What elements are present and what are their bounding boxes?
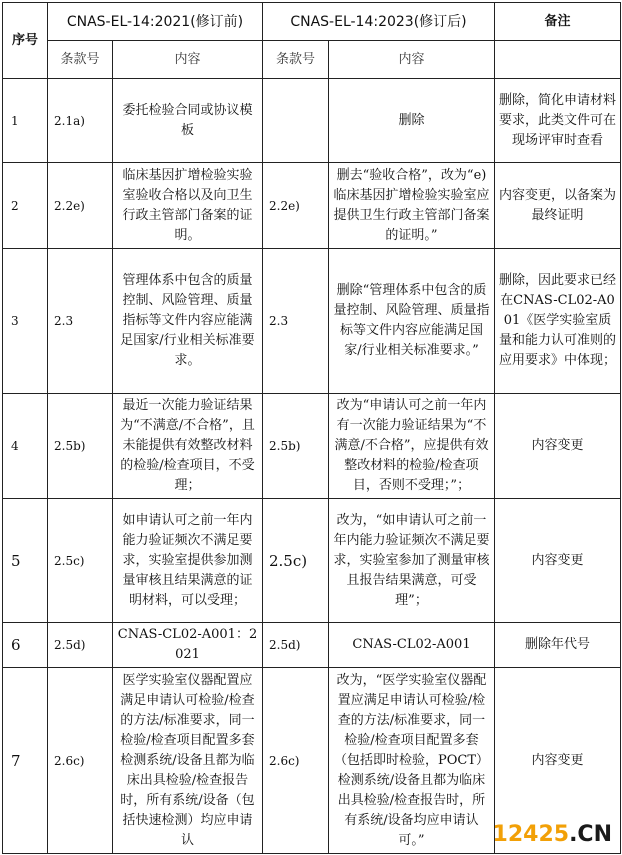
- row-seq: 6: [3, 623, 48, 668]
- remark: 内容变更: [495, 394, 621, 499]
- old-clause: 2.6c): [48, 668, 113, 854]
- remark-header: 备注: [495, 3, 621, 41]
- new-content: 删除: [329, 79, 495, 163]
- new-clause: [263, 79, 329, 163]
- subheader-row: [3, 41, 621, 79]
- old-content: 最近一次能力验证结果为“不满意/不合格”，且未能提供有效整改材料的检验/检查项目，不受理；: [113, 394, 263, 499]
- new-clause: 2.5c): [263, 499, 329, 623]
- old-content-label: 内容: [113, 41, 263, 79]
- remark: 内容变更，以备案为最终证明: [495, 163, 621, 249]
- table-row: [3, 163, 621, 249]
- new-content: 改为，“医学实验室仪器配置应满足申请认可检验/检查的方法/标准要求，同一检验/检查项目配置多套（包括即时检验，POCT）检测系统/设备且都为临床出具检验/检查报告时，所有系统/设备均应申请认可。”: [329, 668, 495, 854]
- remark-subheader-empty: [495, 41, 621, 79]
- new-clause: 2.3: [263, 249, 329, 394]
- table-row: [3, 499, 621, 623]
- old-content: 医学实验室仪器配置应满足申请认可检验/检查的方法/标准要求，同一检验/检查项目配置多套检测系统/设备且都为临床出具检验/检查报告时，所有系统/设备（包括快速检测）均应申请认: [113, 668, 263, 854]
- revision-comparison-table: [2, 2, 621, 854]
- watermark-domain: .CN: [569, 822, 612, 847]
- old-clause: 2.5b): [48, 394, 113, 499]
- remark: 内容变更: [495, 668, 621, 854]
- remark: 删除年代号: [495, 623, 621, 668]
- old-content: 临床基因扩增检验实验室验收合格以及向卫生行政主管部门备案的证明。: [113, 163, 263, 249]
- row-seq: 3: [3, 249, 48, 394]
- old-clause: 2.2e): [48, 163, 113, 249]
- old-content: 委托检验合同或协议模板: [113, 79, 263, 163]
- old-clause: 2.5c): [48, 499, 113, 623]
- table-row: [3, 249, 621, 394]
- new-clause-label: 条款号: [263, 41, 329, 79]
- new-clause: 2.6c): [263, 668, 329, 854]
- new-content-label: 内容: [329, 41, 495, 79]
- table-row: [3, 79, 621, 163]
- table-row: [3, 394, 621, 499]
- row-seq: 5: [3, 499, 48, 623]
- old-version-header: CNAS-EL-14:2021(修订前): [48, 3, 263, 41]
- new-clause: 2.5d): [263, 623, 329, 668]
- new-clause: 2.2e): [263, 163, 329, 249]
- seq-header: 序号: [3, 3, 48, 79]
- new-content: 删除“管理体系中包含的质量控制、风险管理、质量指标等文件内容应能满足国家/行业相关标准要求。”: [329, 249, 495, 394]
- new-clause: 2.5b): [263, 394, 329, 499]
- old-content: 如申请认可之前一年内能力验证频次不满足要求，实验室提供参加测量审核且结果满意的证明材料，可以受理；: [113, 499, 263, 623]
- row-seq: 2: [3, 163, 48, 249]
- site-watermark-logo: [493, 822, 612, 847]
- new-content: 删去“验收合格”，改为“e) 临床基因扩增检验实验室应提供卫生行政主管部门备案的证明。”: [329, 163, 495, 249]
- header-row: [3, 3, 621, 41]
- old-content: CNAS-CL02-A001：2021: [113, 623, 263, 668]
- new-content: 改为“申请认可之前一年内有一次能力验证结果为“不满意/不合格”，应提供有效整改材料的检验/检查项目，否则不受理；”；: [329, 394, 495, 499]
- new-content: 改为，“如申请认可之前一年内能力验证频次不满足要求，实验室参加了测量审核且报告结果满意，可受理”；: [329, 499, 495, 623]
- row-seq: 7: [3, 668, 48, 854]
- old-clause: 2.5d): [48, 623, 113, 668]
- remark: 删除，因此要求已经在CNAS-CL02-A001《医学实验室质量和能力认可准则的应用要求》中体现；: [495, 249, 621, 394]
- watermark-number: 12425: [492, 822, 570, 847]
- old-clause: 2.3: [48, 249, 113, 394]
- remark: 内容变更: [495, 499, 621, 623]
- row-seq: 1: [3, 79, 48, 163]
- old-content: 管理体系中包含的质量控制、风险管理、质量指标等文件内容应能满足国家/行业相关标准要求。: [113, 249, 263, 394]
- new-content: CNAS-CL02-A001: [329, 623, 495, 668]
- old-clause-label: 条款号: [48, 41, 113, 79]
- remark: 删除，简化申请材料要求，此类文件可在现场评审时查看: [495, 79, 621, 163]
- new-version-header: CNAS-EL-14:2023(修订后): [263, 3, 495, 41]
- table-row: [3, 623, 621, 668]
- old-clause: 2.1a): [48, 79, 113, 163]
- row-seq: 4: [3, 394, 48, 499]
